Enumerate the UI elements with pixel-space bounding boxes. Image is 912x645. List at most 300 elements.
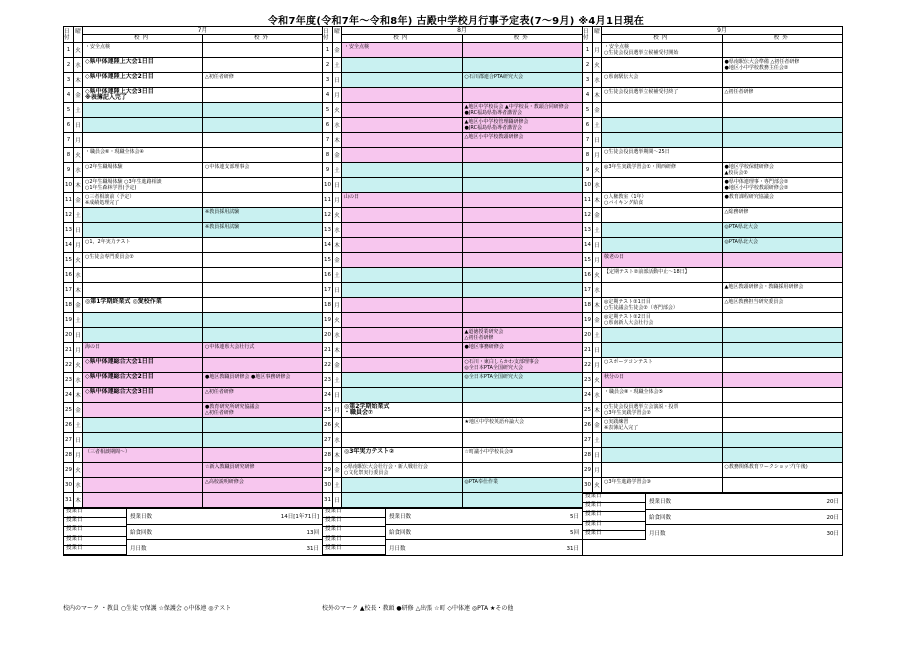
table-row: [323, 478, 582, 493]
inside-event-cell: [602, 328, 723, 342]
outside-header: 校外: [253, 35, 271, 41]
outside-event-cell: [723, 328, 843, 342]
table-row: [323, 268, 582, 283]
table-row: [583, 448, 842, 463]
day-cell: 18: [64, 298, 74, 312]
inside-event-cell: [342, 418, 463, 432]
weekday-cell: 日: [333, 388, 342, 402]
inside-event-cell: [342, 313, 463, 327]
inside-event-cell: [342, 388, 463, 402]
month-days-value: 31日: [566, 545, 579, 552]
outside-event-cell: [463, 388, 583, 402]
weekday-cell: 土: [593, 223, 602, 237]
weekday-cell: 水: [593, 178, 602, 192]
summary-label: 授業日: [583, 503, 645, 512]
table-row: [583, 148, 842, 163]
inside-event-cell: [602, 58, 723, 72]
inside-event-cell: [342, 58, 463, 72]
weekday-cell: 日: [593, 448, 602, 462]
day-cell: 19: [64, 313, 74, 327]
legend-outside: 校外のマーク ▲校長・教頭 ●研修 △出張 ☆町 ◇中体連 ◎PTA ★その他: [322, 605, 514, 612]
outside-event-cell: ●教育課程研究協議会: [724, 194, 774, 200]
day-cell: 18: [583, 298, 593, 312]
inside-event-cell: [602, 343, 723, 357]
weekday-cell: 木: [333, 448, 342, 462]
outside-event-cell: [723, 268, 843, 282]
outside-event-cell: ●地区教職員研修会 ●地区事務研修会: [205, 374, 291, 380]
table-row: [64, 178, 322, 193]
outside-event-cell: △地区教務担当研究委員会: [724, 299, 784, 305]
weekday-cell: 火: [74, 43, 83, 57]
inside-event-cell: ◇県中体連陸上大会3日目 ※表簿記入完了: [83, 88, 203, 102]
table-row: [583, 118, 842, 133]
outside-event-cell: ●地区事務研修会: [464, 344, 504, 350]
table-row: [583, 268, 842, 283]
inside-event-cell: [342, 238, 463, 252]
outside-event-cell: [463, 298, 583, 312]
outside-event-cell: [463, 43, 583, 57]
outside-event-cell: [463, 238, 583, 252]
inside-event-cell: [342, 298, 463, 312]
day-cell: 25: [583, 403, 593, 417]
weekday-cell: 木: [74, 73, 83, 87]
lunch-label: 給食回数: [130, 530, 153, 536]
outside-event-cell: ○石川・東白しらかわ支部理事会 ◎全日本PTA全国研究大会: [464, 359, 539, 371]
outside-event-cell: ◎PTA奉仕作業: [464, 479, 498, 485]
outside-event-cell: [463, 283, 583, 297]
day-header: 日付: [323, 27, 333, 42]
summary-label: 授業日: [64, 509, 126, 518]
table-row: [64, 373, 322, 388]
weekday-cell: 火: [333, 313, 342, 327]
day-cell: 29: [64, 463, 74, 477]
weekday-cell: 日: [593, 133, 602, 147]
table-row: [323, 313, 582, 328]
weekday-cell: 日: [333, 178, 342, 192]
inside-event-cell: ◇県中体連総合大会3日目: [83, 388, 203, 402]
day-cell: 8: [64, 148, 74, 162]
day-header: 日付: [64, 27, 74, 42]
day-cell: 28: [64, 448, 74, 462]
inside-event-cell: ◇県中体連総合大会2日目: [83, 373, 203, 387]
weekday-cell: 木: [74, 493, 83, 507]
month-table: [63, 26, 323, 556]
outside-event-cell: ●県南駅伝大会準備 △初任者研修 ●地区小中学校教務主任会②: [724, 59, 800, 71]
inside-event-cell: ◎第2学期始業式 ・職員会⑦: [342, 403, 463, 417]
weekday-cell: 土: [74, 313, 83, 327]
inside-header: 校内: [342, 35, 463, 42]
outside-event-cell: [463, 193, 583, 207]
lunch-value: 13回: [306, 530, 319, 536]
day-cell: 30: [583, 478, 593, 492]
inside-event-cell: ◇県中体連陸上大会2日目: [83, 73, 203, 87]
outside-event-cell: [463, 313, 583, 327]
table-row: [64, 313, 322, 328]
weekday-cell: 日: [593, 238, 602, 252]
outside-event-cell: ▲道徳授業研究会 △初任者研修: [464, 329, 504, 341]
inside-event-cell: [83, 283, 203, 297]
day-cell: 6: [64, 118, 74, 132]
inside-event-cell: ・安全点検 ○生徒会役員選挙立候補受付開始: [602, 43, 723, 57]
outside-event-cell: [463, 223, 583, 237]
table-row: [64, 58, 322, 73]
weekday-cell: 火: [593, 268, 602, 282]
month-summary: [583, 493, 842, 540]
day-cell: 15: [323, 253, 333, 267]
inside-event-cell: ○実践練習 ※表簿記入完了: [602, 418, 723, 432]
inside-event-cell: [602, 223, 723, 237]
inside-event-cell: [342, 148, 463, 162]
outside-event-cell: [203, 418, 322, 432]
day-cell: 6: [323, 118, 333, 132]
table-row: [64, 268, 322, 283]
table-row: [64, 283, 322, 298]
outside-event-cell: [203, 118, 322, 132]
inside-event-cell: ◇県南駅伝大会壮行会・新人戦壮行会 ○文化祭実行委員会: [342, 463, 463, 477]
weekday-cell: 日: [74, 328, 83, 342]
day-cell: 1: [64, 43, 74, 57]
weekday-cell: 金: [593, 418, 602, 432]
class-days-label: 授業日数: [649, 499, 672, 506]
table-row: [323, 343, 582, 358]
outside-event-cell: [203, 238, 322, 252]
table-row: [583, 178, 842, 193]
outside-event-cell: [203, 193, 322, 207]
table-row: [64, 103, 322, 118]
day-cell: 11: [323, 193, 333, 207]
weekday-cell: 月: [74, 448, 83, 462]
outside-event-cell: [203, 298, 322, 312]
table-row: [323, 223, 582, 238]
class-days-value: 20日: [826, 499, 839, 506]
inside-event-cell: ・安全点検: [342, 43, 463, 57]
table-row: [64, 463, 322, 478]
month-days-row: [127, 540, 322, 555]
table-row: [64, 418, 322, 433]
day-cell: 22: [64, 358, 74, 372]
summary-label: 授業日: [323, 518, 385, 527]
summary-left: [323, 509, 386, 555]
weekday-cell: 金: [333, 43, 342, 57]
outside-event-cell: [203, 103, 322, 117]
inside-event-cell: [83, 118, 203, 132]
inside-event-cell: [342, 373, 463, 387]
table-row: [64, 223, 322, 238]
weekday-cell: 月: [333, 403, 342, 417]
outside-event-cell: ※教員採用試験: [205, 224, 240, 230]
day-cell: 3: [583, 73, 593, 87]
day-cell: 14: [583, 238, 593, 252]
day-cell: 13: [323, 223, 333, 237]
inside-event-cell: 秋分の日: [602, 373, 723, 387]
outside-event-cell: [203, 358, 322, 372]
class-days-label: 授業日数: [130, 514, 153, 521]
outside-event-cell: △地区小中学校教頭研修会: [464, 134, 524, 140]
table-row: [64, 238, 322, 253]
weekday-cell: 金: [333, 148, 342, 162]
day-cell: 5: [323, 103, 333, 117]
inside-event-cell: ○2年生職場体験 ○3年生進路相談 ○1年生森林学習(予定): [83, 178, 203, 192]
inside-event-cell: ○生徒会役員選挙立会演説・投票 ○3年生実践学習会②: [602, 403, 723, 417]
inside-event-cell: ◎3年生実践学習会①・関西研修: [602, 163, 723, 177]
outside-event-cell: [203, 328, 322, 342]
weekday-cell: 水: [333, 328, 342, 342]
lunch-row: [386, 525, 582, 541]
table-row: [583, 418, 842, 433]
table-row: [323, 238, 582, 253]
day-cell: 13: [64, 223, 74, 237]
summary-label: 授業日: [64, 537, 126, 546]
summary-label: 授業日: [64, 518, 126, 527]
inside-event-cell: ○県南駅伝大会: [602, 73, 723, 87]
summary-label: 授業日: [323, 537, 385, 546]
month-name: 7月: [83, 27, 322, 35]
month-table: [323, 26, 583, 556]
day-cell: 11: [583, 193, 593, 207]
day-cell: 24: [583, 388, 593, 402]
month-header: [64, 27, 322, 43]
day-cell: 15: [64, 253, 74, 267]
table-row: [583, 298, 842, 313]
outside-event-cell: [723, 478, 843, 492]
weekday-cell: 木: [74, 283, 83, 297]
inside-event-cell: [602, 118, 723, 132]
weekday-cell: 火: [74, 253, 83, 267]
summary-label: 授業日: [583, 494, 645, 503]
inside-event-cell: [602, 133, 723, 147]
lunch-row: [127, 525, 322, 541]
table-row: [64, 163, 322, 178]
outside-event-cell: [203, 43, 322, 57]
day-cell: 12: [323, 208, 333, 222]
table-row: [323, 118, 582, 133]
day-cell: 9: [583, 163, 593, 177]
outside-event-cell: [723, 253, 843, 267]
inside-event-cell: [83, 268, 203, 282]
outside-event-cell: [463, 268, 583, 282]
inside-event-cell: [83, 328, 203, 342]
day-cell: 27: [323, 433, 333, 447]
class-days-value: 14日[1年71日]: [280, 514, 319, 521]
month-days-label: 月日数: [389, 545, 406, 552]
day-cell: 16: [323, 268, 333, 282]
day-cell: 2: [64, 58, 74, 72]
day-cell: 21: [583, 343, 593, 357]
day-cell: 28: [583, 448, 593, 462]
outside-event-cell: [723, 118, 843, 132]
outside-event-cell: △高校説明研修会: [205, 479, 244, 485]
inside-event-cell: ◎定期テスト②2日目 ○県南新人大会壮行会: [602, 313, 723, 327]
month-days-label: 月日数: [130, 545, 147, 552]
outside-header: 校外: [513, 35, 531, 41]
day-cell: 25: [64, 403, 74, 417]
day-cell: 7: [323, 133, 333, 147]
outside-event-cell: ○石川郡連合PTA研究大会: [464, 74, 523, 80]
day-cell: 22: [583, 358, 593, 372]
outside-event-cell: [723, 418, 843, 432]
weekday-cell: 水: [593, 388, 602, 402]
outside-event-cell: [203, 433, 322, 447]
summary-label: 授業日: [323, 509, 385, 518]
table-row: [583, 433, 842, 448]
summary-left: [583, 494, 646, 540]
day-cell: 27: [64, 433, 74, 447]
outside-event-cell: [723, 73, 843, 87]
day-cell: 30: [64, 478, 74, 492]
summary-label: 授業日: [583, 522, 645, 531]
class-days-row: [646, 494, 842, 510]
table-row: [64, 328, 322, 343]
weekday-header: 曜: [333, 27, 342, 42]
outside-event-cell: △初任者研修: [205, 389, 234, 395]
weekday-cell: 金: [74, 88, 83, 102]
inside-event-cell: 海の日: [83, 343, 203, 357]
outside-event-cell: [723, 313, 843, 327]
table-row: [323, 373, 582, 388]
weekday-cell: 木: [593, 403, 602, 417]
inside-event-cell: [342, 118, 463, 132]
day-cell: 3: [323, 73, 333, 87]
day-cell: 7: [583, 133, 593, 147]
outside-event-cell: [463, 88, 583, 102]
summary-label: 授業日: [64, 546, 126, 555]
weekday-cell: 土: [593, 328, 602, 342]
weekday-cell: 土: [74, 208, 83, 222]
outside-event-cell: ◎全日本PTA全国研究大会: [464, 374, 523, 380]
outside-event-cell: [203, 88, 322, 102]
outside-event-cell: ○中体連支部理事会: [205, 164, 250, 170]
table-row: [64, 433, 322, 448]
day-cell: 27: [583, 433, 593, 447]
inside-event-cell: [602, 283, 723, 297]
inside-event-cell: [342, 208, 463, 222]
day-cell: 11: [64, 193, 74, 207]
outside-event-cell: [463, 208, 583, 222]
day-cell: 14: [64, 238, 74, 252]
inside-event-cell: ○三者相談前（予定） ※成績処理完了: [83, 193, 203, 207]
table-row: [583, 463, 842, 478]
day-cell: 26: [323, 418, 333, 432]
inside-event-cell: 【定期テスト②前部活動中止～18日】: [602, 268, 723, 282]
weekday-cell: 月: [74, 238, 83, 252]
weekday-cell: 土: [333, 373, 342, 387]
table-row: [64, 88, 322, 103]
weekday-cell: 火: [593, 163, 602, 177]
inside-header: 校内: [83, 35, 203, 42]
weekday-cell: 月: [74, 133, 83, 147]
day-cell: 31: [64, 493, 74, 507]
table-row: [583, 73, 842, 88]
summary-right: [127, 509, 322, 555]
outside-event-cell: [723, 373, 843, 387]
inside-event-cell: [342, 433, 463, 447]
outside-event-cell: ●地区学校保健研修会 ▲校長会②: [724, 164, 774, 176]
inside-event-cell: [342, 328, 463, 342]
weekday-cell: 土: [333, 58, 342, 72]
inside-event-cell: ◇県中体連総合大会1日目: [83, 358, 203, 372]
day-cell: 1: [323, 43, 333, 57]
weekday-cell: 水: [333, 433, 342, 447]
inside-event-cell: [342, 358, 463, 372]
weekday-cell: 日: [333, 493, 342, 507]
day-cell: 8: [583, 148, 593, 162]
inside-event-cell: ○1，2年実力テスト: [83, 238, 203, 252]
inside-event-cell: ○スポーツコンテスト: [602, 358, 723, 372]
day-cell: 16: [64, 268, 74, 282]
table-row: [323, 43, 582, 58]
inside-event-cell: （三者相談期間～）: [83, 448, 203, 462]
table-row: [323, 448, 582, 463]
summary-label: 授業日: [583, 512, 645, 521]
inside-event-cell: [342, 73, 463, 87]
table-row: [323, 358, 582, 373]
month-days-label: 月日数: [649, 530, 666, 537]
inside-event-cell: [83, 433, 203, 447]
table-row: [583, 283, 842, 298]
outside-event-cell: ●教育研究所研究協議会 △初任者研修: [205, 404, 260, 416]
weekday-cell: 火: [333, 103, 342, 117]
table-row: [583, 133, 842, 148]
weekday-cell: 火: [593, 478, 602, 492]
day-header: 日付: [583, 27, 593, 42]
inside-event-cell: [602, 433, 723, 447]
table-row: [64, 43, 322, 58]
inside-event-cell: ○2年生職場体験: [83, 163, 203, 177]
summary-label: 授業日: [583, 531, 645, 540]
table-row: [583, 58, 842, 73]
outside-event-cell: [723, 133, 843, 147]
day-cell: 10: [583, 178, 593, 192]
weekday-cell: 火: [74, 463, 83, 477]
outside-event-cell: [723, 343, 843, 357]
weekday-cell: 金: [593, 103, 602, 117]
table-row: [323, 433, 582, 448]
weekday-cell: 土: [333, 478, 342, 492]
weekday-cell: 日: [74, 433, 83, 447]
day-cell: 7: [64, 133, 74, 147]
inside-event-cell: [342, 478, 463, 492]
weekday-cell: 木: [593, 88, 602, 102]
month-table: [583, 26, 843, 556]
weekday-cell: 月: [593, 148, 602, 162]
table-row: [323, 163, 582, 178]
day-cell: 20: [64, 328, 74, 342]
weekday-cell: 月: [333, 193, 342, 207]
month-summary: [323, 508, 582, 555]
day-cell: 22: [323, 358, 333, 372]
weekday-header: 曜: [74, 27, 83, 42]
outside-event-cell: △総務研修: [724, 209, 749, 215]
day-cell: 3: [64, 73, 74, 87]
weekday-cell: 火: [593, 58, 602, 72]
day-cell: 18: [323, 298, 333, 312]
table-row: [64, 193, 322, 208]
table-row: [583, 328, 842, 343]
inside-event-cell: [83, 463, 203, 477]
outside-event-cell: ▲地区小中学校管理職研修会 ●JRC福島県指導者講習会: [464, 119, 529, 131]
outside-event-cell: ▲地区教頭研修会・教職採用研修会: [724, 284, 804, 290]
outside-event-cell: [723, 358, 843, 372]
weekday-cell: 金: [593, 313, 602, 327]
outside-event-cell: [203, 253, 322, 267]
day-cell: 23: [583, 373, 593, 387]
weekday-cell: 土: [74, 103, 83, 117]
table-row: [64, 133, 322, 148]
weekday-cell: 木: [593, 298, 602, 312]
weekday-cell: 水: [333, 118, 342, 132]
legend-inside: 校内のマーク ・教員 ○生徒 ▽保護 ☆保護会 ◇中体連 ◎テスト: [63, 605, 232, 612]
inside-event-cell: ・職員会⑧・現職全体会⑤: [602, 388, 723, 402]
